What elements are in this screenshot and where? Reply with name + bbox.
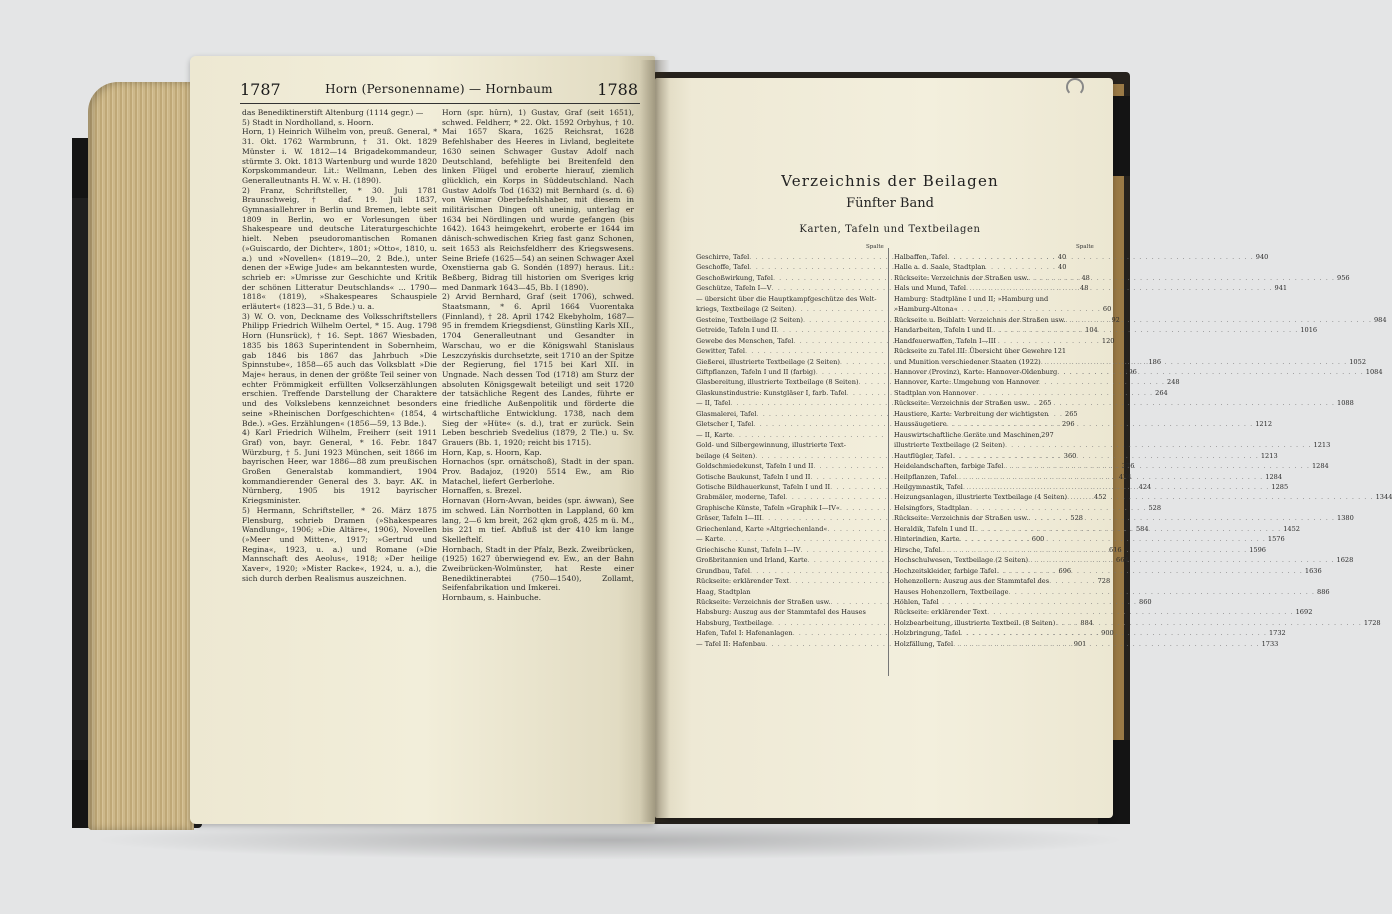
leader-dots — [1029, 513, 1336, 523]
article-paragraph: Hornavan (Horn-Avvan, beides (spr. áwwan), See im schwed. Län Norrbotten in Lappland, 60 km lang, 2—6 km breit, 262 qkm groß, 425 m ü. M., bis 221 m tief. Abfluß ist der 410 km lange Skelleftelf. — [442, 496, 634, 544]
entry-label: — Tafel II: Hafenbau — [696, 639, 766, 648]
entry-label: Heilpflanzen, Tafel — [894, 472, 957, 481]
entry-column-number: 376 — [1121, 462, 1135, 471]
leader-dots — [941, 545, 1248, 555]
article-paragraph: Hornbaum, s. Hainbuche. — [442, 593, 542, 603]
leader-dots — [1055, 618, 1362, 628]
leader-dots — [1057, 367, 1364, 377]
entry-column-number: 984 — [1373, 315, 1387, 324]
entry-label: Heilgymnastik, Tafel — [894, 482, 963, 491]
entry-column-number: 528 — [1148, 503, 1162, 512]
entry-column-number: 616 — [1109, 545, 1122, 554]
entry-column-number — [846, 440, 848, 450]
entry-label: Halbaffen, Tafel — [894, 253, 948, 261]
entry-column-number: 1213 — [1313, 441, 1331, 450]
entry-column-number: 941 — [1274, 284, 1288, 293]
beilage-entry — [894, 576, 1084, 586]
hook-icon — [1066, 78, 1084, 96]
entry-label: Gesteine, Textbeilage (2 Seiten) — [696, 315, 803, 324]
entry-column-number: 1344 — [1375, 493, 1392, 502]
article-paragraph: Hornachos (spr. ornátschoß), Stadt in der span. Prov. Badajoz, (1920) 5514 Ew., am Rio Matachel, liefert Gerberlohe. — [442, 457, 634, 486]
entry-label: Höhlen, Tafel — [894, 597, 939, 606]
entry-column-number: 1733 — [1261, 639, 1279, 648]
entry-label: Gotische Bildhauerkunst, Tafeln I und II — [696, 482, 831, 491]
entry-column-number: 1088 — [1337, 399, 1354, 408]
entry-label: und Munition verschiedener Staaten (1922) — [894, 357, 1041, 366]
leader-dots — [959, 534, 1266, 544]
entry-label: Habsburg, Textbeilage — [696, 618, 772, 627]
encyclopedia-column-1 — [242, 108, 437, 583]
beilage-entry — [696, 294, 886, 304]
leader-dots — [1009, 587, 1316, 597]
entry-column-number: 860 — [1139, 597, 1152, 606]
article-paragraph: Horn, Kap, s. Hoorn, Kap. — [442, 447, 542, 457]
entry-column-number — [866, 607, 868, 617]
entry-column-number — [877, 294, 879, 304]
entry-label: — übersicht über die Hauptkampfgeschütze des Welt- — [696, 294, 877, 303]
entry-label: Hautflügler, Tafel — [894, 451, 953, 460]
entry-label: Handfeuerwaffen, Tafeln I—III — [894, 336, 997, 345]
entry-column-number: 248 — [1167, 378, 1180, 387]
beilage-entry — [894, 377, 1084, 387]
entry-label: Hochzeitskleider, farbige Tafel — [894, 566, 997, 575]
beilage-entry — [894, 503, 1084, 513]
entry-label: Hochschulwesen, Textbeilage (2 Seiten) — [894, 556, 1029, 565]
entry-label: Haag, Stadtplan — [696, 587, 751, 596]
entry-label: kriegs, Textbeilage (2 Seiten) — [696, 305, 795, 314]
entry-label: Holzbearbeitung, illustrierte Textbeil. (8 Seiten) — [894, 618, 1056, 627]
entry-column-number: 48 — [1080, 284, 1089, 293]
entry-column-number — [1039, 377, 1041, 387]
beilage-entry — [894, 534, 1285, 544]
entry-column-number: 265 — [1038, 399, 1052, 408]
beilage-entry — [894, 597, 1084, 607]
entry-label: Gewebe des Menschen, Tafel — [696, 336, 794, 345]
header-rule — [240, 103, 640, 104]
leader-dots — [1029, 273, 1336, 283]
entry-column-number: 728 — [1097, 577, 1111, 586]
entry-column-number: 92 — [1111, 315, 1120, 324]
entry-label: Rückseite: Verzeichnis der Straßen usw. — [894, 514, 1029, 523]
beilage-entry — [894, 398, 1354, 408]
entry-column-number: 900 — [1101, 629, 1114, 638]
beilage-entry — [894, 419, 1273, 429]
entry-column-number: 296 — [1061, 420, 1075, 429]
spalte-label-1: Spalte — [866, 244, 884, 250]
entry-column-number: 884 — [1080, 618, 1093, 627]
leader-dots — [952, 451, 1259, 461]
entry-label: Rückseite: Verzeichnis der Straßen usw. — [894, 399, 1029, 408]
entry-label: Grundbau, Tafel — [696, 566, 750, 575]
page-number-left: 1787 — [240, 80, 281, 99]
entry-column-number: 360 — [1063, 451, 1077, 460]
beilage-entry — [894, 294, 1084, 304]
beilage-entry — [894, 451, 1278, 461]
entry-column-number: 40 — [1058, 263, 1067, 272]
article-paragraph: 5) Stadt in Nordholland, s. Hoorn. — [242, 117, 374, 127]
entry-label: Gotische Baukunst, Tafeln I und II — [696, 472, 811, 481]
running-head: Horn (Personenname) — Hornbaum — [325, 82, 553, 96]
entry-label: illustrierte Textbeilage (2 Seiten) — [894, 441, 1005, 450]
entry-label: Rückseite: erklärender Text — [894, 608, 988, 617]
entry-label: Geschirre, Tafel — [696, 253, 750, 261]
entry-label: Handarbeiten, Tafeln I und II — [894, 326, 992, 335]
entry-column-number: 528 — [1070, 514, 1083, 523]
beilage-entry — [696, 607, 886, 617]
entry-label: Gold- und Silbergewinnung, illustrierte Text- — [696, 441, 846, 450]
entry-label: Stadtplan von Hannover — [894, 388, 976, 397]
leader-dots — [1065, 315, 1372, 325]
beilage-entry — [696, 587, 886, 597]
leader-dots — [996, 566, 1303, 576]
entry-column-number — [958, 304, 960, 314]
entry-column-number: 901 — [1073, 639, 1087, 648]
beilage-entry — [894, 440, 1331, 450]
entry-label: Glasbereitung, illustrierte Textbeilage (8 Seiten) — [696, 378, 859, 387]
entry-column-number — [1049, 576, 1051, 586]
entry-column-number: 940 — [1255, 253, 1269, 261]
entry-label: Hohenzollern: Auszug aus der Stammtafel des — [894, 577, 1050, 586]
entry-label: Hamburg: Stadtpläne I und II; »Hamburg und — [894, 294, 1049, 303]
entry-label: Geschoffe, Tafel — [696, 263, 750, 272]
entry-column-number: 664 — [1116, 556, 1129, 565]
entry-label: Hannover (Provinz), Karte: Hannover-Oldenburg — [894, 367, 1058, 376]
entry-label: — Karte — [696, 535, 724, 544]
entry-column-number: 104 — [1085, 326, 1098, 335]
entry-column-number: 120 — [1101, 336, 1115, 345]
entry-column-number: 121 — [1053, 347, 1067, 356]
entry-label: Gräser, Tafeln I—III — [696, 514, 762, 523]
entry-column-number: 1052 — [1349, 357, 1367, 366]
entry-label: Helsingfors, Stadtplan — [894, 503, 970, 512]
entry-label: Grabmäler, moderne, Tafel — [696, 493, 786, 502]
article-paragraph: Hornbach, Stadt in der Pfalz, Bezk. Zweibrücken, (1925) 1627 überwiegend ev. Ew., an der Bahn Zweibrücken-Wolmünster, hat Reste einer Benediktinerabtei (750—1540), Zollamt, Seifenfabrikation und Imkerei. — [442, 544, 634, 593]
leader-dots — [975, 524, 1282, 534]
entry-column-number — [1042, 430, 1044, 440]
encyclopedia-column-2 — [442, 108, 634, 603]
entry-column-number: 1285 — [1271, 482, 1289, 491]
entry-column-number: 424 — [1118, 472, 1132, 481]
entry-column-number: 1213 — [1260, 451, 1278, 460]
leader-dots — [1067, 492, 1374, 502]
article-paragraph: Hornaffen, s. Brezel. — [442, 486, 522, 496]
entry-column-number — [969, 503, 971, 513]
entry-label: Hannover, Karte: Umgebung von Hannover — [894, 378, 1040, 387]
leader-dots — [947, 419, 1254, 429]
entry-column-number: 196 — [1124, 367, 1137, 376]
article-paragraph: 5) Hermann, Schriftsteller, * 26. März 1875 Flensburg, schrieb Dramen (»Shakespeares Wandlung«, 1906; »Die Altäre«, 1906), Novellen (»Meer und Mitten«, 1917; »Gertrud und Regina«, 1923, u. a.) und Romane (»Die Mannschaft des Aeolus«, 1918; »Der heilige Xaver«, 1920; »Mister Racke«, 1924, u. a.), die sich durch derben Realismus auszeichnen. — [242, 505, 437, 583]
leader-dots — [947, 252, 1254, 262]
leader-dots — [1005, 440, 1312, 450]
entry-label: Rückseite u. Beiblatt: Verzeichnis der Straßen usw. — [894, 315, 1066, 324]
entry-label: — II, Tafel — [696, 399, 731, 408]
entry-label: Hafen, Tafel I: Hafenanlagen — [696, 629, 793, 638]
entry-label: beilage (4 Seiten) — [696, 451, 756, 460]
entry-column-number: 48 — [1081, 273, 1090, 282]
page-block-edge — [88, 82, 194, 830]
entry-column-number: 297 — [1041, 430, 1054, 439]
entry-label: Großbritannien und Irland, Karte — [696, 556, 808, 565]
entry-label: Giftpflanzen, Tafeln I und II (farbig) — [696, 367, 816, 376]
entry-column-number: 1084 — [1365, 367, 1383, 376]
leader-dots — [1003, 461, 1310, 471]
entry-column-number: 40 — [1057, 253, 1067, 261]
entry-column-number — [976, 388, 978, 398]
entry-label: Geschütze, Tafeln I—V — [696, 284, 772, 293]
section-heading: Karten, Tafeln und Textbeilagen — [799, 224, 981, 235]
entry-label: Gletscher I, Tafel — [696, 420, 754, 429]
entry-column-number: 1576 — [1267, 535, 1285, 544]
entry-label: Hauswirtschaftliche Geräte und Maschinen, — [894, 430, 1042, 439]
entry-label: Hauses Hohenzollern, Textbeilage — [894, 587, 1009, 596]
entry-column-number: 1728 — [1363, 618, 1381, 627]
entry-column-number: 696 — [1058, 566, 1072, 575]
beilage-entry — [894, 607, 1313, 617]
entry-column-number: 886 — [1317, 587, 1330, 596]
entry-label: Griechische Kunst, Tafeln I—IV — [696, 545, 801, 554]
beilage-entry — [894, 513, 1354, 523]
beilage-entry — [894, 346, 1084, 356]
entry-column-number: 1692 — [1295, 608, 1313, 617]
entry-label: Hinterindien, Karte — [894, 535, 960, 544]
entry-column-number: 1284 — [1311, 462, 1329, 471]
entry-label: Getreide, Tafeln I und II — [696, 326, 777, 335]
beilage-entry — [894, 430, 1084, 440]
entry-label: Rückseite: erklärender Text — [696, 577, 790, 586]
leader-dots — [957, 472, 1264, 482]
entry-column-number: 265 — [1065, 409, 1078, 418]
entry-label: »Hamburg-Altona« — [894, 305, 958, 314]
column-separator — [888, 248, 889, 676]
beilage-entry — [894, 409, 1084, 419]
beilage-entry — [894, 388, 1084, 398]
entry-column-number: 186 — [1148, 357, 1162, 366]
leader-dots — [953, 639, 1260, 649]
beilage-entry — [696, 440, 886, 450]
entry-label: Hals und Mund, Tafel — [894, 284, 967, 293]
beilagen-title: Verzeichnis der Beilagen — [781, 172, 999, 190]
entry-label: Heidelandschaften, farbige Tafel — [894, 462, 1004, 471]
entry-label: Halle a. d. Saale, Stadtplan — [894, 263, 986, 272]
entry-column-number: 1732 — [1268, 629, 1286, 638]
entry-column-number: 1628 — [1336, 556, 1354, 565]
entry-label: Gewitter, Tafel — [696, 347, 746, 356]
entry-label: Graphische Künste, Tafeln »Graphik I—IV« — [696, 503, 840, 512]
entry-column-number — [751, 587, 753, 597]
beilage-entry — [894, 566, 1322, 576]
page-number-right: 1788 — [597, 80, 638, 99]
entry-column-number: 1284 — [1265, 472, 1283, 481]
entry-label: Hirsche, Tafel — [894, 545, 941, 554]
volume-label: Fünfter Band — [846, 196, 934, 211]
entry-column-number: 60 — [1102, 305, 1112, 314]
article-paragraph: das Benediktinerstift Altenburg (1114 gegr.) — — [242, 108, 424, 117]
entry-label: Rückseite: Verzeichnis der Straßen usw. — [696, 597, 831, 606]
article-paragraph: 2) Franz, Schriftsteller, * 30. Juli 1781 Braunschweig, † daf. 19. Juli 1837, Gymnasiallehrer in Berlin und Bremen, lebte seit 1809 in Berlin, wo er Vorlesungen über Shakespeare und deutsche Literaturgeschichte hielt. Neben pseudoromantischen Romanen (»Guiscardo, der Dichter«, 1801; »Otto«, 1810, u. a.) und »Novellen« (1819—20, 2 Bde.), unter denen der »Ewige Jude« am bekanntesten wurde, schrieb er: »Umrisse zur Geschichte und Kritik der schönen Litteratur Deutschlands« ... 1790—1818« (1819), »Shakespeares Schauspiele erläutert« (1823—31, 5 Bde.) u. a. — [242, 185, 437, 312]
article-paragraph: 2) Arvid Bernhard, Graf (seit 1706), schwed. Staatsmann, * 6. April 1664 Vuorentaka (Finnland), † 28. April 1742 Ekebyholm, 1687—95 in fremdem Kriegsdienst, Günstling Karls XII., 1704 Generalleutnant und Gesandter in Warschau, wo er die Königswahl Stanislaus Leszczyńskis durchsetzte, seit 1710 an der Spitze der Regierung, fiel 1715 bei Karl XII. in Ungnade. Nach dessen Tod (1718) am Sturz der absoluten Königsgewalt beteiligt und seit 1720 der tatsächliche Regent des Landes, führte er eine friedliche Außenpolitik und förderte die wirtschaftliche Entwicklung. 1738, nach dem Sieg der »Hüte« (s. d.), trat er zurück. Sein Leben beschrieb Svedelius (1879, 2 Tle.) u. Sv. Grauers (Bb. 1, 1920; reicht bis 1715). — [442, 292, 634, 447]
spalte-label-2: Spalte — [1076, 244, 1094, 250]
leader-dots — [960, 628, 1267, 638]
entry-column-number: 1596 — [1249, 545, 1266, 554]
beilage-entry — [894, 336, 1084, 346]
leader-dots — [1041, 357, 1348, 367]
entry-column-number: 1016 — [1300, 326, 1318, 335]
beilage-entry — [894, 262, 1084, 272]
beilage-entry — [894, 304, 1084, 314]
entry-column-number — [1048, 294, 1050, 304]
entry-label: Haustiere, Karte: Verbreitung der wichtigsten — [894, 409, 1049, 418]
entry-column-number — [1048, 409, 1050, 419]
entry-column-number — [996, 336, 998, 346]
entry-column-number: 1212 — [1255, 420, 1273, 429]
book-gutter — [640, 60, 670, 822]
entry-label: Glasmalerei, Tafel — [696, 409, 757, 418]
entry-column-number — [939, 597, 941, 607]
entry-column-number: 1380 — [1337, 514, 1354, 523]
entry-column-number: 424 — [1138, 482, 1152, 491]
entry-label: Griechenland, Karte »Altgriechenland« — [696, 524, 828, 533]
left-page-header — [240, 80, 638, 102]
leader-dots — [966, 283, 1273, 293]
leader-dots — [963, 482, 1270, 492]
article-paragraph: Horn, 1) Heinrich Wilhelm von, preuß. General, * 31. Okt. 1762 Warmbrunn, † 31. Okt. 1829 Münster i. W. 1812—14 Brigadekommandeur, stürmte 3. Okt. 1813 Wartenburg und wurde 1820 Korpskommandeur. Lit.: Wellmann, Leben des Generalleutnants H. W. v. H. (1890). — [242, 127, 437, 185]
entry-column-number: 600 — [1031, 535, 1045, 544]
entry-column-number — [1052, 346, 1054, 356]
entry-label: Heraldik, Tafeln I und II — [894, 524, 975, 533]
entry-column-number: 264 — [1155, 388, 1168, 397]
leader-dots — [987, 607, 1294, 617]
entry-label: Holzfällung, Tafel — [894, 639, 954, 648]
entry-label: Gießerei, illustrierte Textbeilage (2 Seiten) — [696, 357, 840, 366]
entry-column-number — [986, 262, 988, 272]
article-paragraph: Horn (spr. hûrn), 1) Gustav, Graf (seit 1651), schwed. Feldherr, * 22. Okt. 1592 Orbyhus, † 10. Mai 1657 Skara, 1625 Reichsrat, 1628 Befehlshaber des Heeres in Livland, begleitete 1630 seinen Schwager Gustav Adolf nach Deutschland, befehligte bei Breitenfeld den linken Flügel und eroberte hierauf, ziemlich glücklich, ein Korps in Süddeutschland. Nach Gustav Adolfs Tod (1632) mit Bernhard (s. d. 6) von Weimar Oberbefehlshaber, mit diesem in militärischen Dingen oft uneinig, unterlag er 1634 bei Nördlingen und wurde gefangen (bis 1642). 1643 heimgekehrt, eroberte er 1644 im dänisch-schwedischen Krieg fast ganz Schonen, seit 1653 als Reichsfeldherr des Kriegswesens. Seine Briefe (1625—54) an seinen Schwager Axel Oxenstierna gab G. Sondén (1897) heraus. Lit.: Beßberg, Bidrag till historien om Sveriges krig med Danmark 1643—45, Bb. I (1890). — [442, 108, 634, 292]
entry-label: Heizungsanlagen, illustrierte Textbeilage (4 Seiten) — [894, 493, 1068, 502]
beilage-entry — [894, 639, 1279, 649]
entry-label: Rückseite: Verzeichnis der Straßen usw. — [894, 273, 1029, 282]
article-paragraph: 4) Karl Friedrich Wilhelm, Freiherr (seit 1911 Graf) von, bayr. General, * 16. Febr. 1847 Würzburg, † 5. Juni 1923 München, seit 1866 im bayrischen Heer, war 1886—88 zum preußischen Großen Generalstab kommandiert, 1904 kommandierender General des 3. bayr. AK. in Nürnberg, 1905 bis 1912 bayrischer Kriegsminister. — [242, 428, 437, 506]
beilage-entry — [894, 587, 1330, 597]
entry-label: Geschoßwirkung, Tafel — [696, 273, 773, 282]
entry-column-number: 956 — [1337, 273, 1350, 282]
entry-label: Goldschmiedekunst, Tafeln I und II — [696, 462, 814, 471]
entry-label: — II, Karte — [696, 430, 733, 439]
entry-column-number: 1452 — [1283, 524, 1300, 533]
entry-column-number: 1636 — [1304, 566, 1322, 575]
entry-label: Habsburg: Auszug aus der Stammtafel des Hauses — [696, 608, 866, 617]
entry-label: Haussäugetiere — [894, 420, 947, 429]
article-paragraph: 3) W. O. von, Deckname des Volksschriftstellers Philipp Friedrich Wilhelm Oertel, * 15. Aug. 1798 Horn (Hunsrück), † 16. Sept. 1867 Wiesbaden, 1835 bis 1863 Superintendent in Sobernheim, gab 1846 bis 1867 das Jahrbuch »Die Spinnstube«, 1858—65 auch das Volksblatt »Die Maje« heraus, in denen der größte Teil seiner von echter Frömmigkeit erfüllten Volkserzählungen erschien. Treffende Darstellung der Charaktere und des Volkslebens kennzeichnet besonders seine »Rheinischen Dorfgeschichten« (1854, 4 Bde.). »Ges. Erzählungen« (1856—59, 13 Bde.). — [242, 311, 437, 428]
entry-label: Glaskunstindustrie: Kunstgläser I, farb. Tafel — [696, 388, 847, 397]
leader-dots — [1029, 398, 1336, 408]
entry-label: Rückseite zu Tafel III: Übersicht über Gewehre — [894, 347, 1052, 356]
entry-column-number: 584 — [1135, 524, 1149, 533]
entry-label: Holzbringung, Tafel — [894, 629, 961, 638]
table-shadow — [90, 820, 1130, 860]
leader-dots — [992, 325, 1299, 335]
beilage-entry — [894, 252, 1269, 262]
leader-dots — [1028, 555, 1335, 565]
entry-column-number: 452 — [1094, 493, 1107, 502]
